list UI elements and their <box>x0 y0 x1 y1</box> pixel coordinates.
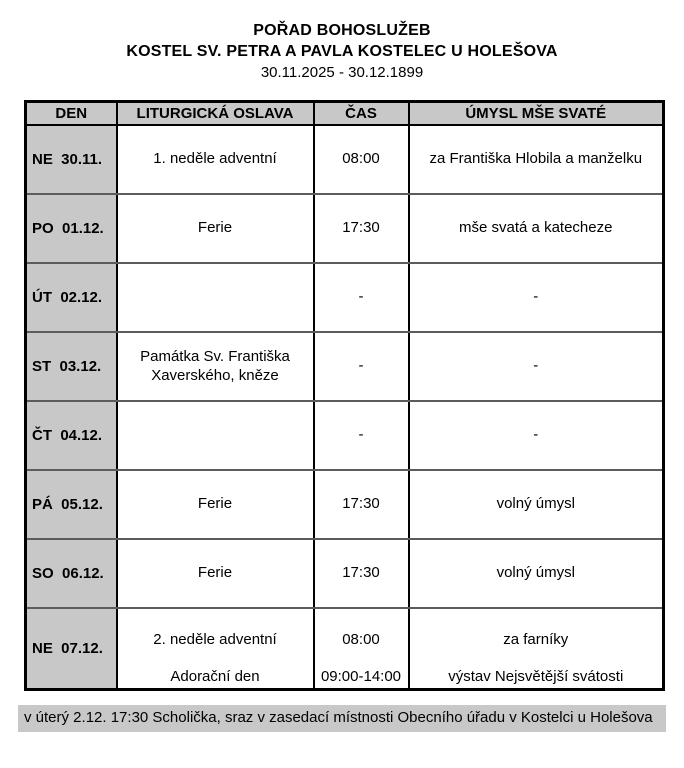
table-header-row <box>26 102 664 125</box>
time-cell <box>314 608 409 690</box>
day-cell: ÚT 02.12. <box>26 263 117 332</box>
table-row <box>26 401 664 470</box>
day-cell: PO 01.12. <box>26 194 117 263</box>
time-cell: 17:30 <box>314 470 409 539</box>
intention-cell: - <box>409 401 664 470</box>
time-cell: - <box>314 263 409 332</box>
page-title: POŘAD BOHOSLUŽEB <box>253 22 431 39</box>
intention-morning: za farníky <box>503 630 569 648</box>
table-row <box>26 332 664 401</box>
table-row <box>26 539 664 608</box>
table-row <box>26 608 664 690</box>
day-cell: SO 06.12. <box>26 539 117 608</box>
celebration-cell <box>117 608 314 690</box>
time-cell: 17:30 <box>314 194 409 263</box>
day-cell: PÁ 05.12. <box>26 470 117 539</box>
header-day: DEN <box>26 102 117 125</box>
intention-cell: za Františka Hlobila a manželku <box>409 125 664 194</box>
table-row <box>26 194 664 263</box>
celebration-cell: Ferie <box>117 539 314 608</box>
church-name: KOSTEL SV. PETRA A PAVLA KOSTELEC U HOLEŠOVA <box>126 43 558 60</box>
header-intention: ÚMYSL MŠE SVATÉ <box>409 102 664 125</box>
celebration-cell <box>117 401 314 470</box>
day-cell: NE 07.12. <box>26 608 117 690</box>
table-row <box>26 263 664 332</box>
day-cell: NE 30.11. <box>26 125 117 194</box>
time-afternoon: 09:00-14:00 <box>320 668 402 685</box>
intention-cell <box>409 608 664 690</box>
celebration-afternoon: Adorační den <box>170 668 260 685</box>
table-row <box>26 125 664 194</box>
celebration-cell: 1. neděle adventní <box>117 125 314 194</box>
intention-cell: volný úmysl <box>409 470 664 539</box>
time-cell: 17:30 <box>314 539 409 608</box>
intention-cell: volný úmysl <box>409 539 664 608</box>
celebration-cell <box>117 263 314 332</box>
intention-cell: mše svatá a katecheze <box>409 194 664 263</box>
intention-afternoon: výstav Nejsvětější svátosti <box>448 668 624 685</box>
time-morning: 08:00 <box>342 630 380 648</box>
celebration-cell: Ferie <box>117 194 314 263</box>
celebration-morning: 2. neděle adventní <box>153 630 277 648</box>
schedule-table <box>24 100 665 691</box>
celebration-cell: Ferie <box>117 470 314 539</box>
date-range: 30.11.2025 - 30.12.1899 <box>260 64 424 81</box>
footer-note: v úterý 2.12. 17:30 Scholička, sraz v zasedací místnosti Obecního úřadu v Kostelci u Holešova <box>18 705 666 732</box>
time-cell: - <box>314 332 409 401</box>
header-celebration: LITURGICKÁ OSLAVA <box>117 102 314 125</box>
time-cell: - <box>314 401 409 470</box>
intention-cell: - <box>409 332 664 401</box>
table-row <box>26 470 664 539</box>
day-cell: ST 03.12. <box>26 332 117 401</box>
document-header <box>0 0 684 83</box>
day-cell: ČT 04.12. <box>26 401 117 470</box>
header-time: ČAS <box>314 102 409 125</box>
time-cell: 08:00 <box>314 125 409 194</box>
celebration-cell: Památka Sv. Františka Xaverského, kněze <box>117 332 314 401</box>
intention-cell: - <box>409 263 664 332</box>
